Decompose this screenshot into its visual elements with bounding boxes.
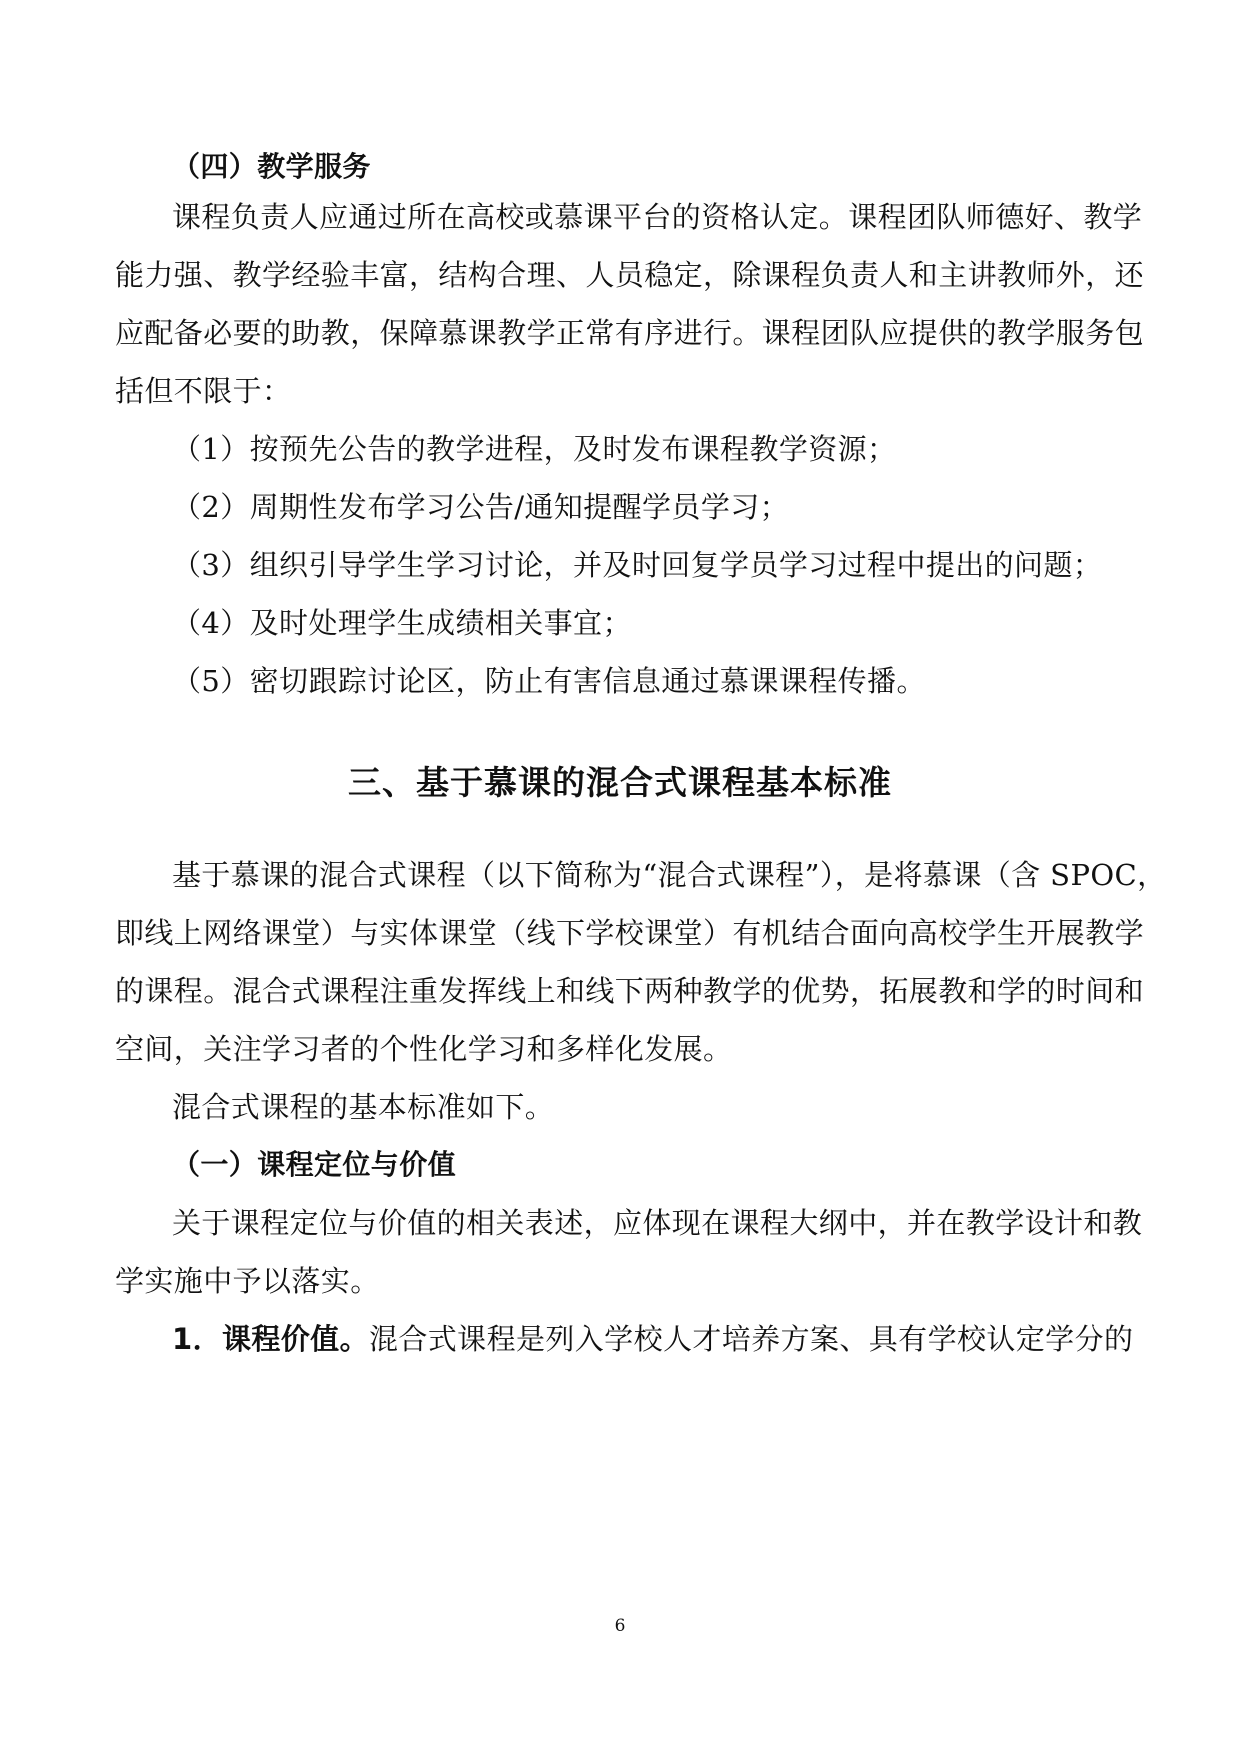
paragraph-line: 的课程。混合式课程注重发挥线上和线下两种教学的优势，拓展教和学的时间和 [115,974,1145,1008]
point-one-text: 混合式课程是列入学校人才培养方案、具有学校认定学分的 [368,1322,1134,1356]
paragraph-line: 应配备必要的助教，保障慕课教学正常有序进行。课程团队应提供的教学服务包 [115,316,1145,350]
list-item: （5）密切跟踪讨论区，防止有害信息通过慕课课程传播。 [172,664,926,698]
page-number: 6 [614,1616,626,1636]
paragraph-line: 能力强、教学经验丰富，结构合理、人员稳定，除课程负责人和主讲教师外，还 [115,258,1145,292]
list-item: （3）组织引导学生学习讨论，并及时回复学员学习过程中提出的问题； [172,548,1103,582]
paragraph-line: 课程负责人应通过所在高校或慕课平台的资格认定。课程团队师德好、教学 [172,200,1143,234]
list-item: （1）按预先公告的教学进程，及时发布课程教学资源； [172,432,897,466]
paragraph-line: 括但不限于： [115,374,292,408]
paragraph-line: 基于慕课的混合式课程（以下简称为“混合式课程”），是将慕课（含 SPOC， [172,858,1167,892]
section-four-heading: （四）教学服务 [172,150,371,183]
paragraph-line: 空间，关注学习者的个性化学习和多样化发展。 [115,1032,733,1066]
paragraph-line: 学实施中予以落实。 [115,1264,380,1298]
point-one-line [172,1319,1182,1359]
standards-line: 混合式课程的基本标准如下。 [172,1090,555,1124]
paragraph-line: 即线上网络课堂）与实体课堂（线下学校课堂）有机结合面向高校学生开展教学 [115,916,1145,950]
section-three-title: 三、基于慕课的混合式课程基本标准 [348,763,892,802]
point-one-lead: 1．课程价值。 [172,1322,369,1356]
subsection-one-heading: （一）课程定位与价值 [172,1148,457,1181]
list-item: （2）周期性发布学习公告/通知提醒学员学习； [172,490,790,524]
paragraph-line: 关于课程定位与价值的相关表述，应体现在课程大纲中，并在教学设计和教 [172,1206,1143,1240]
list-item: （4）及时处理学生成绩相关事宜； [172,606,632,640]
